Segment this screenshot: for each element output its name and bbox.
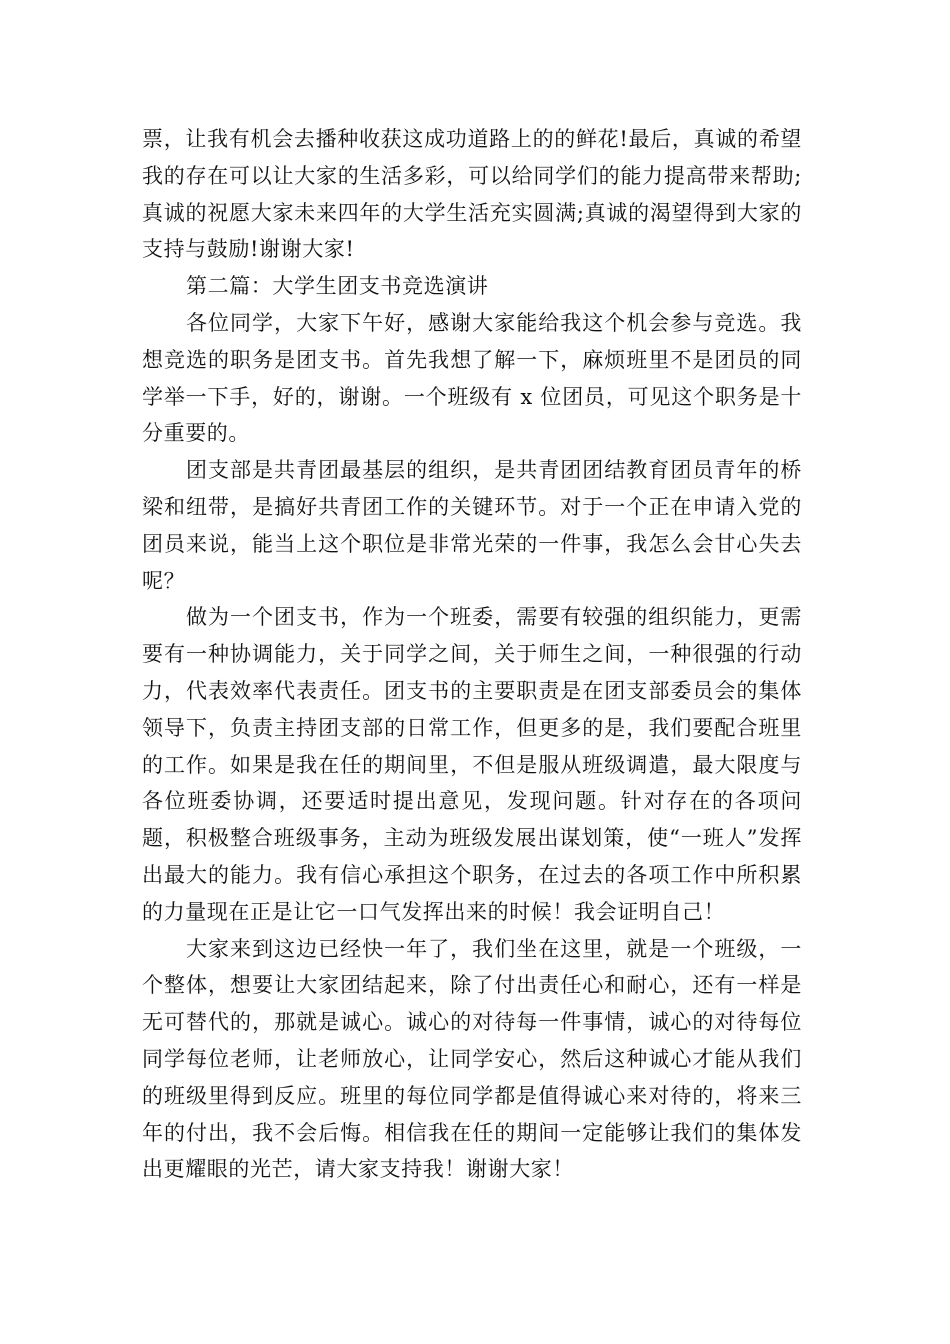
paragraph-duties: 做为一个团支书，作为一个班委，需要有较强的组织能力，更需要有一种协调能力，关于同学之间，关于师生之间，一种很强的行动力，代表效率代表责任。团支书的主要职责是在团支部委员会的集体领导下，负责主持团支部的日常工作，但更多的是，我们要配合班里的工作。如果是我在任的期间里，不但是服从班级调遣，最大限度与各位班委协调，还要适时提出意见，发现问题。针对存在的各项问题，积极整合班级事务，主动为班级发展出谋划策，使“一班人”发挥出最大的能力。我有信心承担这个职务，在过去的各项工作中所积累的力量现在正是让它一口气发挥出来的时候！我会证明自己！ xyxy=(142,605,802,924)
paragraph-sincerity: 大家来到这边已经快一年了，我们坐在这里，就是一个班级，一个整体，想要让大家团结起来，除了付出责任心和耐心，还有一样是无可替代的，那就是诚心。诚心的对待每一件事情，诚心的对待每位同学每位老师，让老师放心，让同学安心，然后这种诚心才能从我们的班级里得到反应。班里的每位同学都是值得诚心来对待的，将来三年的付出，我不会后悔。相信我在任的期间一定能够让我们的集体发出更耀眼的光芒，请大家支持我！谢谢大家！ xyxy=(142,936,802,1182)
paragraph-branch-role: 团支部是共青团最基层的组织，是共青团团结教育团员青年的桥梁和纽带，是搞好共青团工作的关键环节。对于一个正在申请入党的团员来说，能当上这个职位是非常光荣的一件事，我怎么会甘心失去呢？ xyxy=(142,458,802,593)
document-body xyxy=(142,121,802,1188)
paragraph-closing-previous: 票，让我有机会去播种收获这成功道路上的的鲜花!最后，真诚的希望我的存在可以让大家的生活多彩，可以给同学们的能力提高带来帮助;真诚的祝愿大家未来四年的大学生活充实圆满;真诚的渴望得到大家的支持与鼓励!谢谢大家! xyxy=(142,127,802,262)
paragraph-greeting: 各位同学，大家下午好，感谢大家能给我这个机会参与竞选。我想竞选的职务是团支书。首先我想了解一下，麻烦班里不是团员的同学举一下手，好的，谢谢。一个班级有 x 位团员，可见这个职务是十分重要的。 xyxy=(142,310,802,446)
section-heading: 第二篇：大学生团支书竞选演讲 xyxy=(186,274,489,299)
